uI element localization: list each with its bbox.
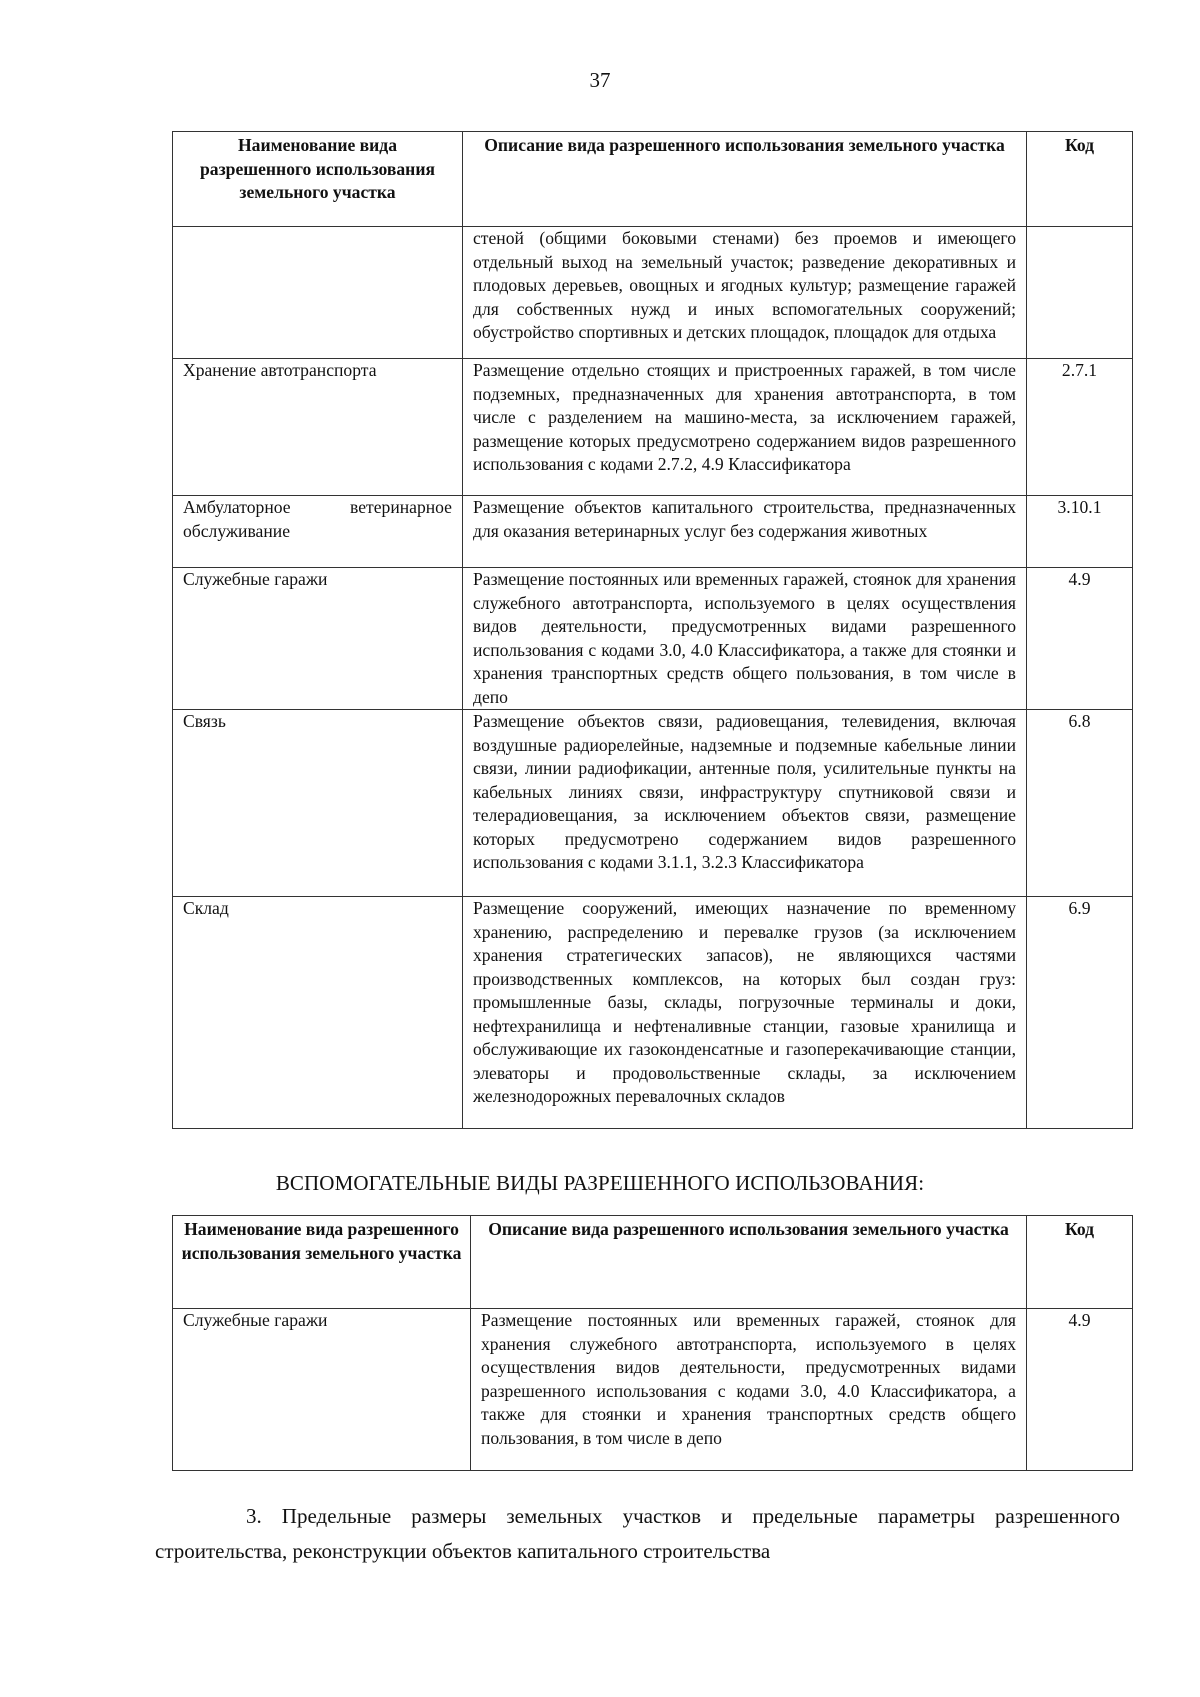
header-code: Код xyxy=(1027,132,1133,227)
permitted-use-table xyxy=(172,131,1133,1129)
section-title: ВСПОМОГАТЕЛЬНЫЕ ВИДЫ РАЗРЕШЕННОГО ИСПОЛЬЗОВАНИЯ: xyxy=(275,1171,925,1195)
row-code: 6.9 xyxy=(1027,897,1133,1129)
table-header-row xyxy=(173,1216,1133,1309)
header-code: Код xyxy=(1027,1216,1133,1309)
row-description: Размещение постоянных или временных гаражей, стоянок для хранения служебного автотранспорта, используемого в целях осуществления видов деятельности, предусмотренных видами разрешенного использования с кодами 3.0, 4.0 Классификатора, а также для стоянки и хранения транспортных средств общего пользования, в том числе в депо xyxy=(471,1309,1027,1471)
row-code xyxy=(1027,227,1133,359)
row-name xyxy=(173,227,463,359)
auxiliary-use-table xyxy=(172,1215,1133,1471)
row-code: 4.9 xyxy=(1027,1309,1133,1471)
row-code: 2.7.1 xyxy=(1027,359,1133,496)
paragraph-text: 3. Предельные размеры земельных участков и предельные параметры разрешенного строительства, реконструкции объектов капитального строительства xyxy=(155,1504,1120,1563)
table-row xyxy=(173,1309,1133,1471)
row-description: Размещение объектов связи, радиовещания, телевидения, включая воздушные радиорелейные, надземные и подземные кабельные линии связи, линии радиофикации, антенные поля, усилительные пункты на кабельных линиях связи, инфраструктуру спутниковой связи и телерадиовещания, за исключением объектов связи, размещение которых предусмотрено содержанием видов разрешенного использования с кодами 3.1.1, 3.2.3 Классификатора xyxy=(463,710,1027,897)
row-name: Служебные гаражи xyxy=(173,568,463,710)
table-row xyxy=(173,227,1133,359)
header-description: Описание вида разрешенного использования земельного участка xyxy=(471,1216,1027,1309)
table-row xyxy=(173,710,1133,897)
row-description: Размещение сооружений, имеющих назначение по временному хранению, распределению и перевалке грузов (за исключением хранения стратегических запасов), не являющихся частями производственных комплексов, на которых был создан груз: промышленные базы, склады, погрузочные терминалы и доки, нефтехранилища и нефтеналивные станции, газовые хранилища и обслуживающие их газоконденсатные и газоперекачивающие станции, элеваторы и продовольственные склады, за исключением железнодорожных перевалочных складов xyxy=(463,897,1027,1129)
row-name: Связь xyxy=(173,710,463,897)
header-name: Наименование вида разрешенного использования земельного участка xyxy=(173,1216,471,1309)
header-description: Описание вида разрешенного использования земельного участка xyxy=(463,132,1027,227)
row-description: Размещение постоянных или временных гаражей, стоянок для хранения служебного автотранспорта, используемого в целях осуществления видов деятельности, предусмотренных видами разрешенного использования с кодами 3.0, 4.0 Классификатора, а также для стоянки и хранения транспортных средств общего пользования, в том числе в депо xyxy=(463,568,1027,710)
table-row xyxy=(173,897,1133,1129)
row-description: Размещение отдельно стоящих и пристроенных гаражей, в том числе подземных, предназначенных для хранения автотранспорта, в том числе с разделением на машино-места, за исключением гаражей, размещение которых предусмотрено содержанием видов разрешенного использования с кодами 2.7.2, 4.9 Классификатора xyxy=(463,359,1027,496)
row-name: Хранение автотранспорта xyxy=(173,359,463,496)
row-code: 3.10.1 xyxy=(1027,496,1133,568)
page-number: 37 xyxy=(589,68,611,92)
section-paragraph xyxy=(155,1499,1120,1569)
table-row xyxy=(173,568,1133,710)
row-name: Служебные гаражи xyxy=(173,1309,471,1471)
row-code: 6.8 xyxy=(1027,710,1133,897)
header-name: Наименование вида разрешенного использования земельного участка xyxy=(173,132,463,227)
row-name: Амбулаторное ветеринарное обслуживание xyxy=(173,496,463,568)
table-row xyxy=(173,496,1133,568)
row-name: Склад xyxy=(173,897,463,1129)
table-row xyxy=(173,359,1133,496)
table-header-row xyxy=(173,132,1133,227)
row-description: Размещение объектов капитального строительства, предназначенных для оказания ветеринарных услуг без содержания животных xyxy=(463,496,1027,568)
row-description: стеной (общими боковыми стенами) без проемов и имеющего отдельный выход на земельный участок; разведение декоративных и плодовых деревьев, овощных и ягодных культур; размещение гаражей для собственных нужд и иных вспомогательных сооружений; обустройство спортивных и детских площадок, площадок для отдыха xyxy=(463,227,1027,359)
row-code: 4.9 xyxy=(1027,568,1133,710)
